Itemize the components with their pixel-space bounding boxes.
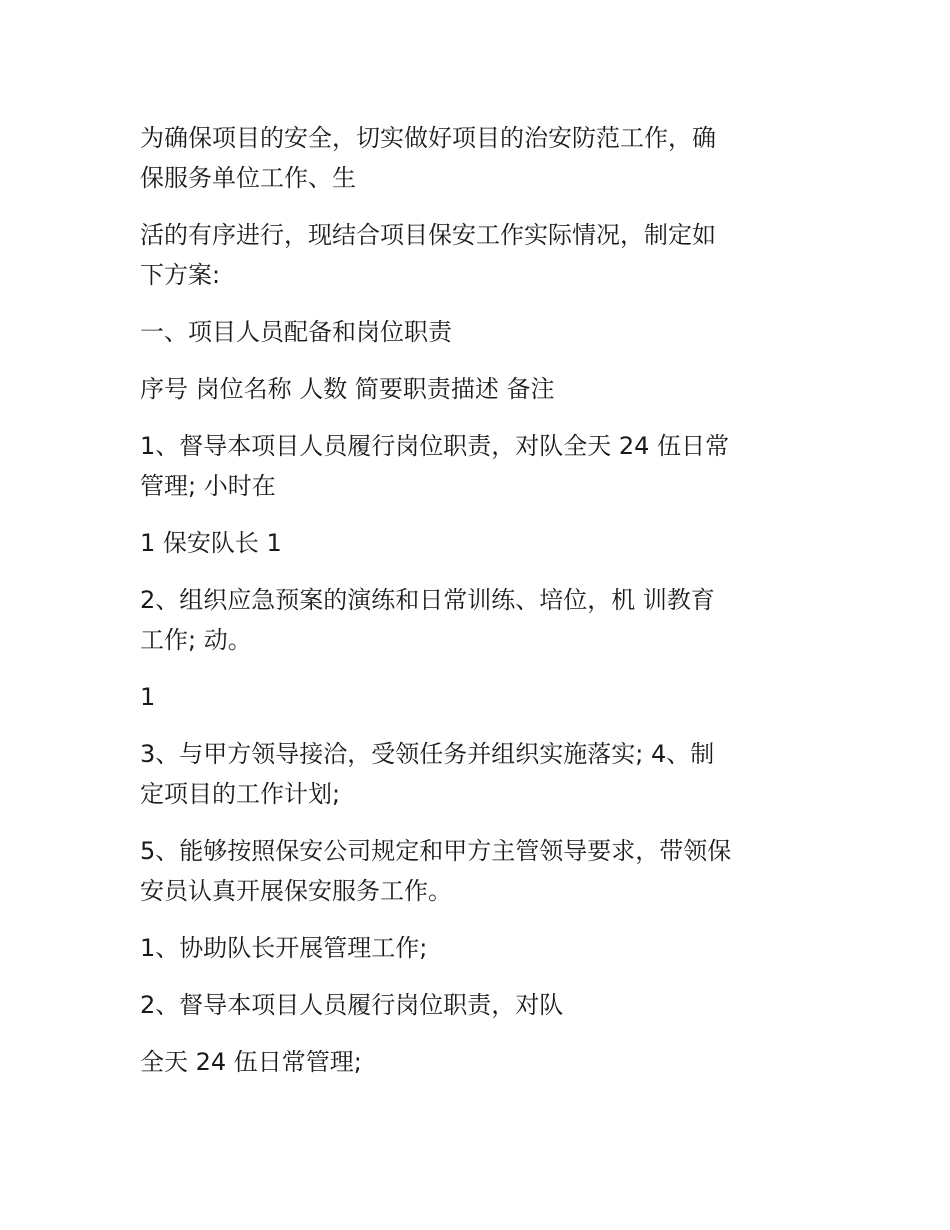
position-row: 1 保安队长 1 — [140, 529, 282, 557]
section-heading: 一、项目人员配备和岗位职责 — [140, 318, 452, 346]
duty-item: 2、组织应急预案的演练和日常训练、培位，机 训教育 工作; 动。 — [140, 586, 715, 654]
duty-item: 2、督导本项目人员履行岗位职责，对队 — [140, 991, 564, 1019]
duty-item: 3、与甲方领导接洽，受领任务并组织实施落实; 4、制 定项目的工作计划; — [140, 740, 715, 808]
paragraph-intro-2: 活的有序进行，现结合项目保安工作实际情况，制定如 下方案: — [140, 221, 716, 289]
duty-item: 1、督导本项目人员履行岗位职责，对队全天 24 伍日常 管理; 小时在 — [140, 432, 730, 500]
paragraph-intro-1: 为确保项目的安全，切实做好项目的治安防范工作，确 保服务单位工作、生 — [140, 124, 716, 192]
document-body — [140, 118, 812, 1099]
duty-item: 5、能够按照保安公司规定和甲方主管领导要求，带领保 安员认真开展保安服务工作。 — [140, 837, 732, 905]
duty-item: 1、协助队长开展管理工作; — [140, 934, 428, 962]
row-number: 1 — [140, 683, 156, 711]
table-header-line: 序号 岗位名称 人数 简要职责描述 备注 — [140, 375, 555, 403]
duty-item: 全天 24 伍日常管理; — [140, 1048, 362, 1076]
